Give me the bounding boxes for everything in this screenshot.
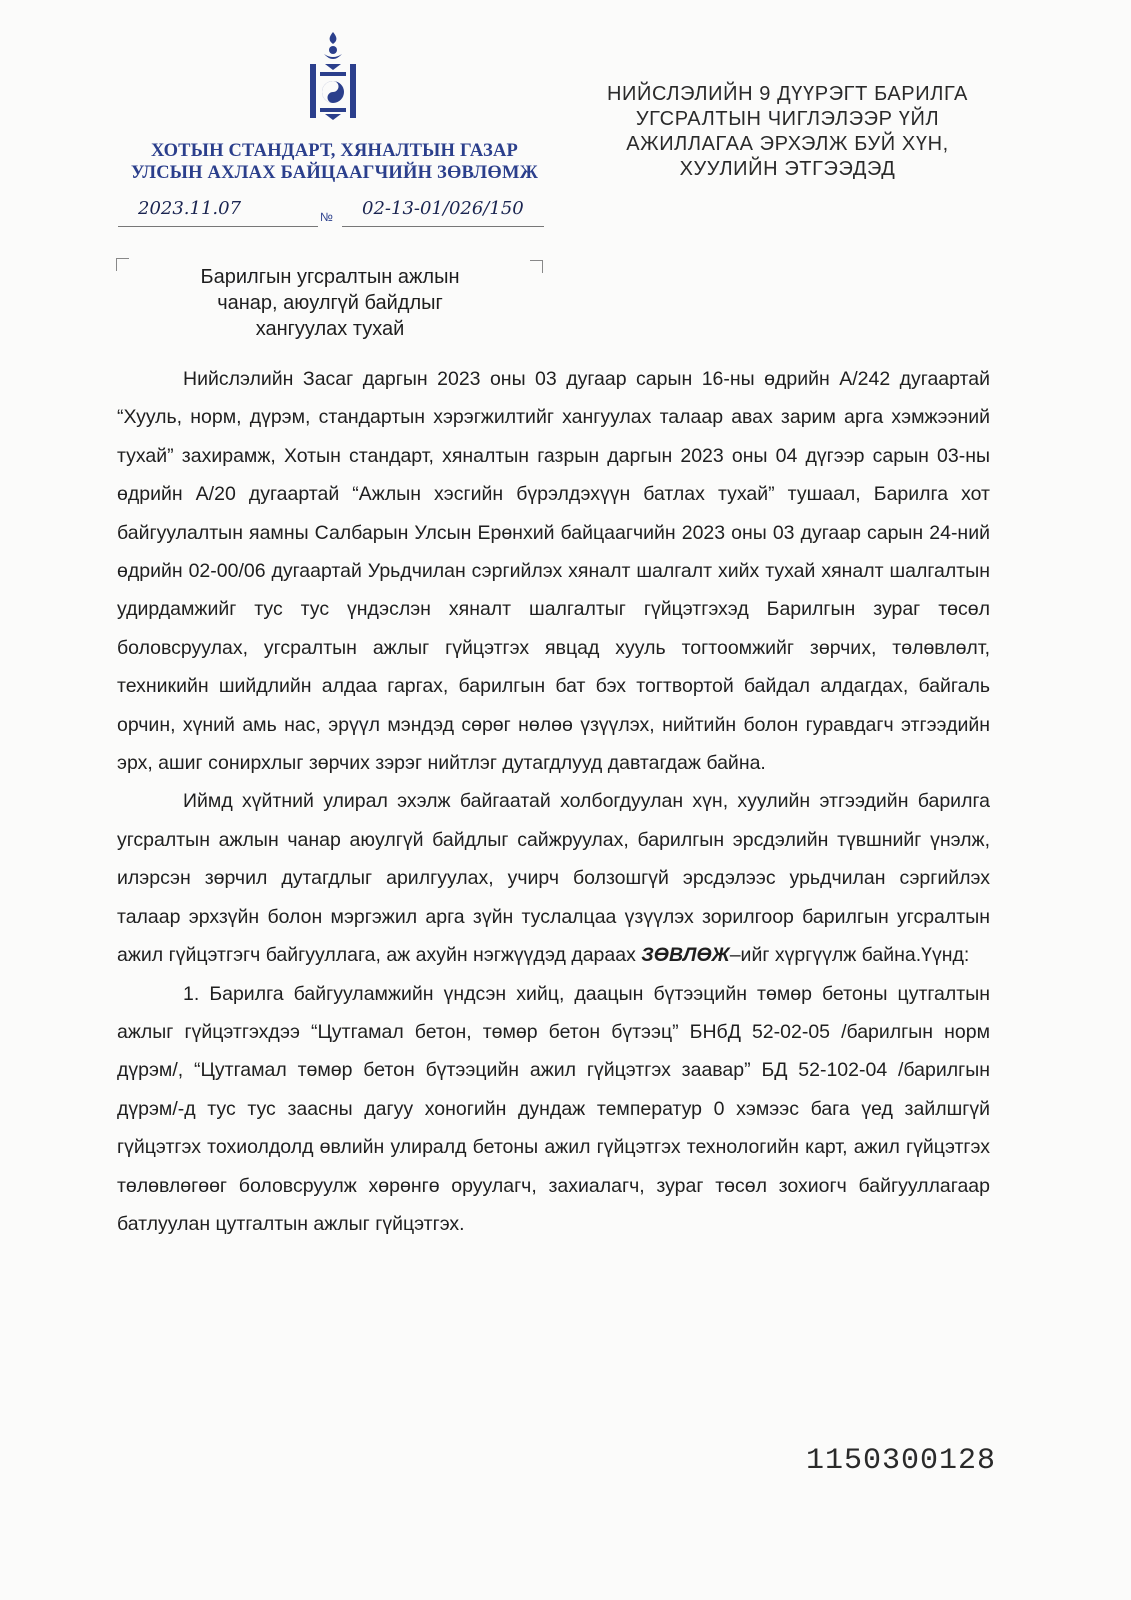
recipient-line: АЖИЛЛАГАА ЭРХЭЛЖ БУЙ ХҮН, [626,133,949,155]
handwritten-date: 2023.11.07 [138,198,242,219]
reference-number-field [342,196,544,227]
recipient-block [585,82,990,182]
recipient-line: НИЙСЛЭЛИЙН 9 ДҮҮРЭГТ БАРИЛГА [607,83,968,105]
subject-title [150,264,510,342]
document-type-line: УЛСЫН АХЛАХ БАЙЦААГЧИЙН ЗӨВЛӨМЖ [130,163,539,183]
subject-line: чанар, аюулгүй байдлыг [217,292,443,314]
paragraph-text: –ийг хүргүүлж байна.Үүнд: [729,944,970,967]
subject-line: Барилгын угсралтын ажлын [200,266,460,288]
subject-bracket-right [530,260,543,273]
recipient-line: ХУУЛИЙН ЭТГЭЭДЭД [679,158,896,180]
document-serial-number: 1150300128 [806,1444,997,1478]
soyombo-emblem-icon [300,30,366,122]
letter-body [117,360,990,1243]
emphasis-advice: ЗӨВЛӨЖ [641,944,730,967]
handwritten-reference-number: 02-13-01/026/150 [362,198,524,219]
paragraph-text: Иймд хүйтний улирал эхэлж байгаатай холбогдуулан хүн, хуулийн этгээдийн барилга угсралтын ажлын чанар аюулгүй байдлыг сайжруулах, барилгын эрсдэлийн түвшнийг үнэлж, илэрсэн зөрчил дутагдлыг арилгуулах, учирч болзошгүй эрсдэлээс урьдчилан сэргийлэх талаар эрхзүйн болон мэргэжил арга зүйн туслалцаа үзүүлэх зорилгоор барилгын угсралтын ажил гүйцэтгэгч байгууллага, аж ахуйн нэгжүүдэд дараах [117,790,990,967]
subject-bracket-left [116,258,129,271]
number-label: № [320,210,333,224]
subject-line: хангуулах тухай [255,318,405,340]
body-paragraph-1: Нийслэлийн Засаг даргын 2023 оны 03 дугаар сарын 16-ны өдрийн А/242 дугаартай “Хууль, норм, дүрэм, стандартын хэрэгжилтийг хангуулах талаар авах зарим арга хэмжээний тухай” захирамж, Хотын стандарт, хяналтын газрын даргын 2023 оны 04 дүгээр сарын 03-ны өдрийн А/20 дугаартай “Ажлын хэсгийн бүрэлдэхүүн батлах тухай” тушаал, Барилга хот байгуулалтын яамны Салбарын Улсын Ерөнхий байцаагчийн 2023 оны 03 дугаар сарын 24-ний өдрийн 02-00/06 дугаартай Урьдчилан сэргийлэх хяналт шалгалт хийх тухай хяналт шалгалтын удирдамжийг тус тус үндэслэн хяналт шалгалтыг гүйцэтгэхэд Барилгын зураг төсөл боловсруулах, угсралтын ажлыг гүйцэтгэх явцад хууль тогтоомжийг зөрчих, төлөвлөлт, техникийн шийдлийн алдаа гаргах, барилгын бат бэх тогтвортой байдал алдагдах, байгаль орчин, хүний амь нас, эрүүл мэндэд сөрөг нөлөө үзүүлэх, нийтийн болон гуравдагч этгээдийн эрх, ашиг сонирхлыг зөрчих зэрэг нийтлэг дутагдлууд давтагдаж байна. [117,368,990,775]
body-paragraph-3: 1. Барилга байгууламжийн үндсэн хийц, даацын бүтээцийн төмөр бетоны цутгалтын ажлыг гүйцэтгэхдээ “Цутгамал бетон, төмөр бетон бүтээц” БНбД 52-02-05 /барилгын норм дүрэм/, “Цутгамал төмөр бетон бүтээцийн ажил гүйцэтгэх заавар” БД 52-102-04 /барилгын дүрэм/-д тус тус заасны дагуу хоногийн дундаж температур 0 хэмээс бага үед зайлшгүй гүйцэтгэх тохиолдолд өвлийн улиралд бетоны ажил гүйцэтгэх технологийн карт, ажил гүйцэтгэх төлөвлөгөөг боловсруулж хөрөнгө оруулагч, захиалагч, зураг төсөл зохиогч байгууллагаар батлуулан цутгалтын ажлыг гүйцэтгэх. [117,982,990,1235]
recipient-line: УГСРАЛТЫН ЧИГЛЭЛЭЭР ҮЙЛ [635,108,940,130]
date-field [118,196,318,227]
body-paragraph-2 [117,782,990,974]
org-name-line: ХОТЫН СТАНДАРТ, ХЯНАЛТЫН ГАЗАР [150,141,519,161]
issuing-organization [112,140,557,184]
